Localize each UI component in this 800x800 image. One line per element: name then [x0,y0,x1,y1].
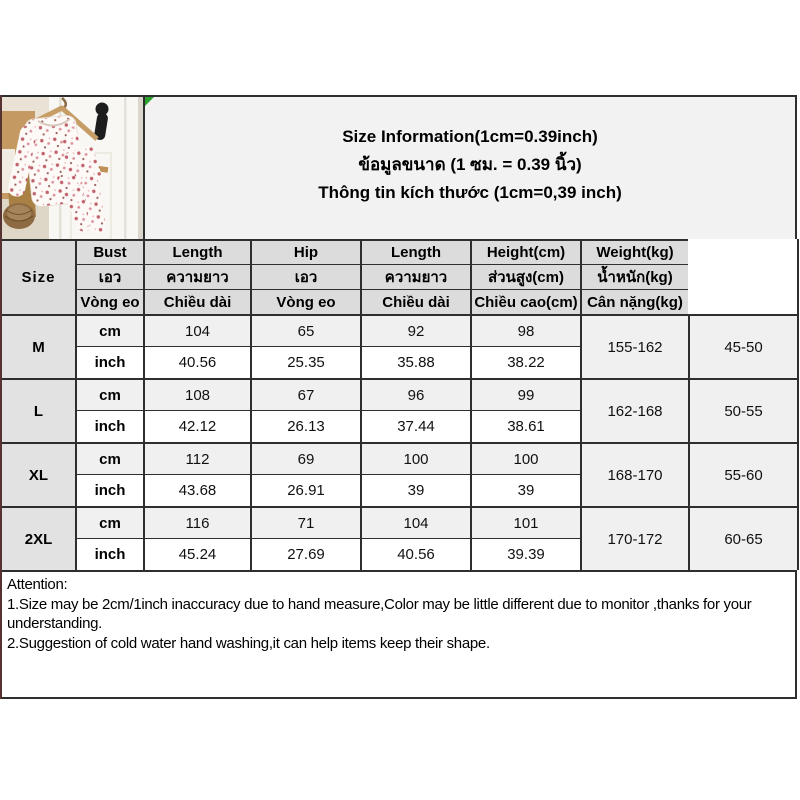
cell-xl-hip-inch: 39 [360,474,470,506]
cell-2xl-length-cm: 71 [250,506,360,538]
product-photo [2,97,145,239]
unit-label-cm: cm [75,314,143,346]
header-height-en: Height(cm) [470,239,580,264]
cell-xl-length-inch: 26.91 [250,474,360,506]
cell-l-hip-cm: 96 [360,378,470,410]
cell-m-length-cm: 65 [250,314,360,346]
cell-m-height: 155-162 [580,314,688,378]
header-bust-th: เอว [75,264,143,289]
attention-note [2,570,797,699]
cell-xl-weight: 55-60 [688,442,797,506]
cell-2xl-length2-inch: 39.39 [470,538,580,570]
header-hip-th: เอว [250,264,360,289]
cell-2xl-hip-cm: 104 [360,506,470,538]
cell-m-weight: 45-50 [688,314,797,378]
unit-label-inch: inch [75,538,143,570]
size-info-title [145,97,795,239]
attention-line-1: 1.Size may be 2cm/1inch inaccuracy due to hand measure,Color may be little different due to monitor ,thanks for your understanding. [7,595,752,632]
header-bust-en: Bust [75,239,143,264]
header-length-en: Length [143,239,250,264]
header-length2-th: ความยาว [360,264,470,289]
attention-title: Attention: [7,576,68,593]
cell-xl-length-cm: 69 [250,442,360,474]
cell-xl-bust-inch: 43.68 [143,474,250,506]
title-line-th: ข้อมูลขนาด (1 ซม. = 0.39 นิ้ว) [358,155,582,175]
cell-xl-length2-inch: 39 [470,474,580,506]
size-row-label-m: M [2,314,75,378]
size-table [2,239,799,570]
cell-l-length-inch: 26.13 [250,410,360,442]
header-bust-vi: Vòng eo [75,289,143,314]
header-height-vi: Chiều cao(cm) [470,289,580,314]
header-length2-vi: Chiều dài [360,289,470,314]
cell-m-bust-cm: 104 [143,314,250,346]
unit-label-cm: cm [75,506,143,538]
cell-m-bust-inch: 40.56 [143,346,250,378]
cell-2xl-bust-inch: 45.24 [143,538,250,570]
cell-m-length2-inch: 38.22 [470,346,580,378]
unit-label-inch: inch [75,346,143,378]
cell-2xl-length2-cm: 101 [470,506,580,538]
cell-xl-bust-cm: 112 [143,442,250,474]
cell-l-length-cm: 67 [250,378,360,410]
cell-2xl-bust-cm: 116 [143,506,250,538]
cell-l-hip-inch: 37.44 [360,410,470,442]
cell-xl-height: 168-170 [580,442,688,506]
header-height-th: ส่วนสูง(cm) [470,264,580,289]
cell-m-hip-cm: 92 [360,314,470,346]
cell-m-length2-cm: 98 [470,314,580,346]
size-row-label-2xl: 2XL [2,506,75,570]
header-length-th: ความยาว [143,264,250,289]
cell-l-bust-cm: 108 [143,378,250,410]
cell-l-length2-cm: 99 [470,378,580,410]
size-column-header: Size [2,239,75,314]
cell-m-length-inch: 25.35 [250,346,360,378]
cell-l-length2-inch: 38.61 [470,410,580,442]
pajama-photo-illustration [2,97,143,239]
attention-line-2: 2.Suggestion of cold water hand washing,it can help items keep their shape. [7,634,490,652]
cell-xl-hip-cm: 100 [360,442,470,474]
title-block [2,95,797,239]
cell-m-hip-inch: 35.88 [360,346,470,378]
cell-xl-length2-cm: 100 [470,442,580,474]
cell-l-bust-inch: 42.12 [143,410,250,442]
cell-comment-marker-icon [145,97,154,106]
cell-l-weight: 50-55 [688,378,797,442]
header-length2-en: Length [360,239,470,264]
unit-label-cm: cm [75,378,143,410]
cell-2xl-hip-inch: 40.56 [360,538,470,570]
header-hip-en: Hip [250,239,360,264]
size-row-label-l: L [2,378,75,442]
header-weight-en: Weight(kg) [580,239,688,264]
size-chart-sheet [0,95,797,699]
cell-2xl-length-inch: 27.69 [250,538,360,570]
cell-2xl-height: 170-172 [580,506,688,570]
header-hip-vi: Vòng eo [250,289,360,314]
cell-2xl-weight: 60-65 [688,506,797,570]
unit-label-inch: inch [75,410,143,442]
header-weight-vi: Cân nặng(kg) [580,289,688,314]
header-length-vi: Chiều dài [143,289,250,314]
unit-label-inch: inch [75,474,143,506]
header-weight-th: น้ำหนัก(kg) [580,264,688,289]
title-line-vi: Thông tin kích thước (1cm=0,39 inch) [318,183,622,203]
size-row-label-xl: XL [2,442,75,506]
unit-label-cm: cm [75,442,143,474]
cell-l-height: 162-168 [580,378,688,442]
title-line-en: Size Information(1cm=0.39inch) [342,127,598,146]
